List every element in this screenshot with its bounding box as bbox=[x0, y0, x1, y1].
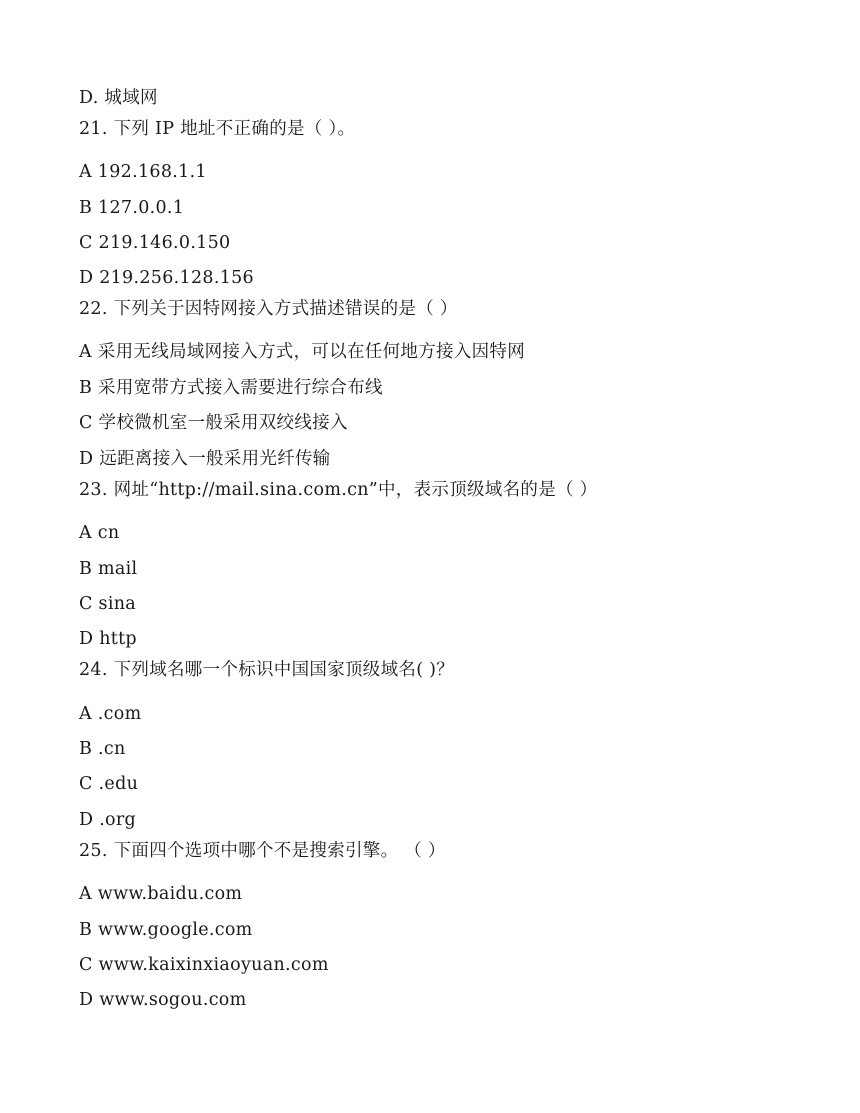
question-25-option-b: B www.google.com bbox=[79, 920, 253, 940]
question-22-option-d: D 远距离接入一般采用光纤传输 bbox=[79, 449, 331, 469]
question-23-stem: 23. 网址“http://mail.sina.com.cn”中，表示顶级域名的是（ ） bbox=[79, 480, 598, 500]
question-24-option-a: A .com bbox=[79, 704, 142, 724]
question-23-option-a: A cn bbox=[79, 523, 120, 543]
question-21-option-a: A 192.168.1.1 bbox=[79, 162, 207, 182]
question-24-stem: 24. 下列域名哪一个标识中国国家顶级域名( )？ bbox=[79, 660, 455, 680]
question-24-option-c: C .edu bbox=[79, 774, 139, 794]
question-23-option-c: C sina bbox=[79, 594, 137, 614]
question-22-stem: 22. 下列关于因特网接入方式描述错误的是（ ） bbox=[79, 299, 458, 319]
question-25-option-c: C www.kaixinxiaoyuan.com bbox=[79, 955, 329, 975]
question-22-option-c: C 学校微机室一般采用双绞线接入 bbox=[79, 413, 348, 433]
question-23-option-b: B mail bbox=[79, 559, 138, 579]
question-22-option-a: A 采用无线局域网接入方式，可以在任何地方接入因特网 bbox=[79, 342, 525, 362]
question-21-stem: 21. 下列 IP 地址不正确的是（ ）。 bbox=[79, 119, 356, 139]
question-24-option-b: B .cn bbox=[79, 739, 126, 759]
question-22-option-b: B 采用宽带方式接入需要进行综合布线 bbox=[79, 378, 383, 398]
question-25-option-d: D www.sogou.com bbox=[79, 990, 247, 1010]
question-25-stem: 25. 下面四个选项中哪个不是搜索引擎。 （ ） bbox=[79, 841, 446, 861]
question-21-option-c: C 219.146.0.150 bbox=[79, 233, 231, 253]
question-23-option-d: D http bbox=[79, 629, 137, 649]
question-21-option-b: B 127.0.0.1 bbox=[79, 198, 185, 218]
question-24-option-d: D .org bbox=[79, 810, 137, 830]
question-21-option-d: D 219.256.128.156 bbox=[79, 268, 254, 288]
previous-option-d: D. 城域网 bbox=[79, 88, 158, 108]
question-25-option-a: A www.baidu.com bbox=[79, 884, 243, 904]
